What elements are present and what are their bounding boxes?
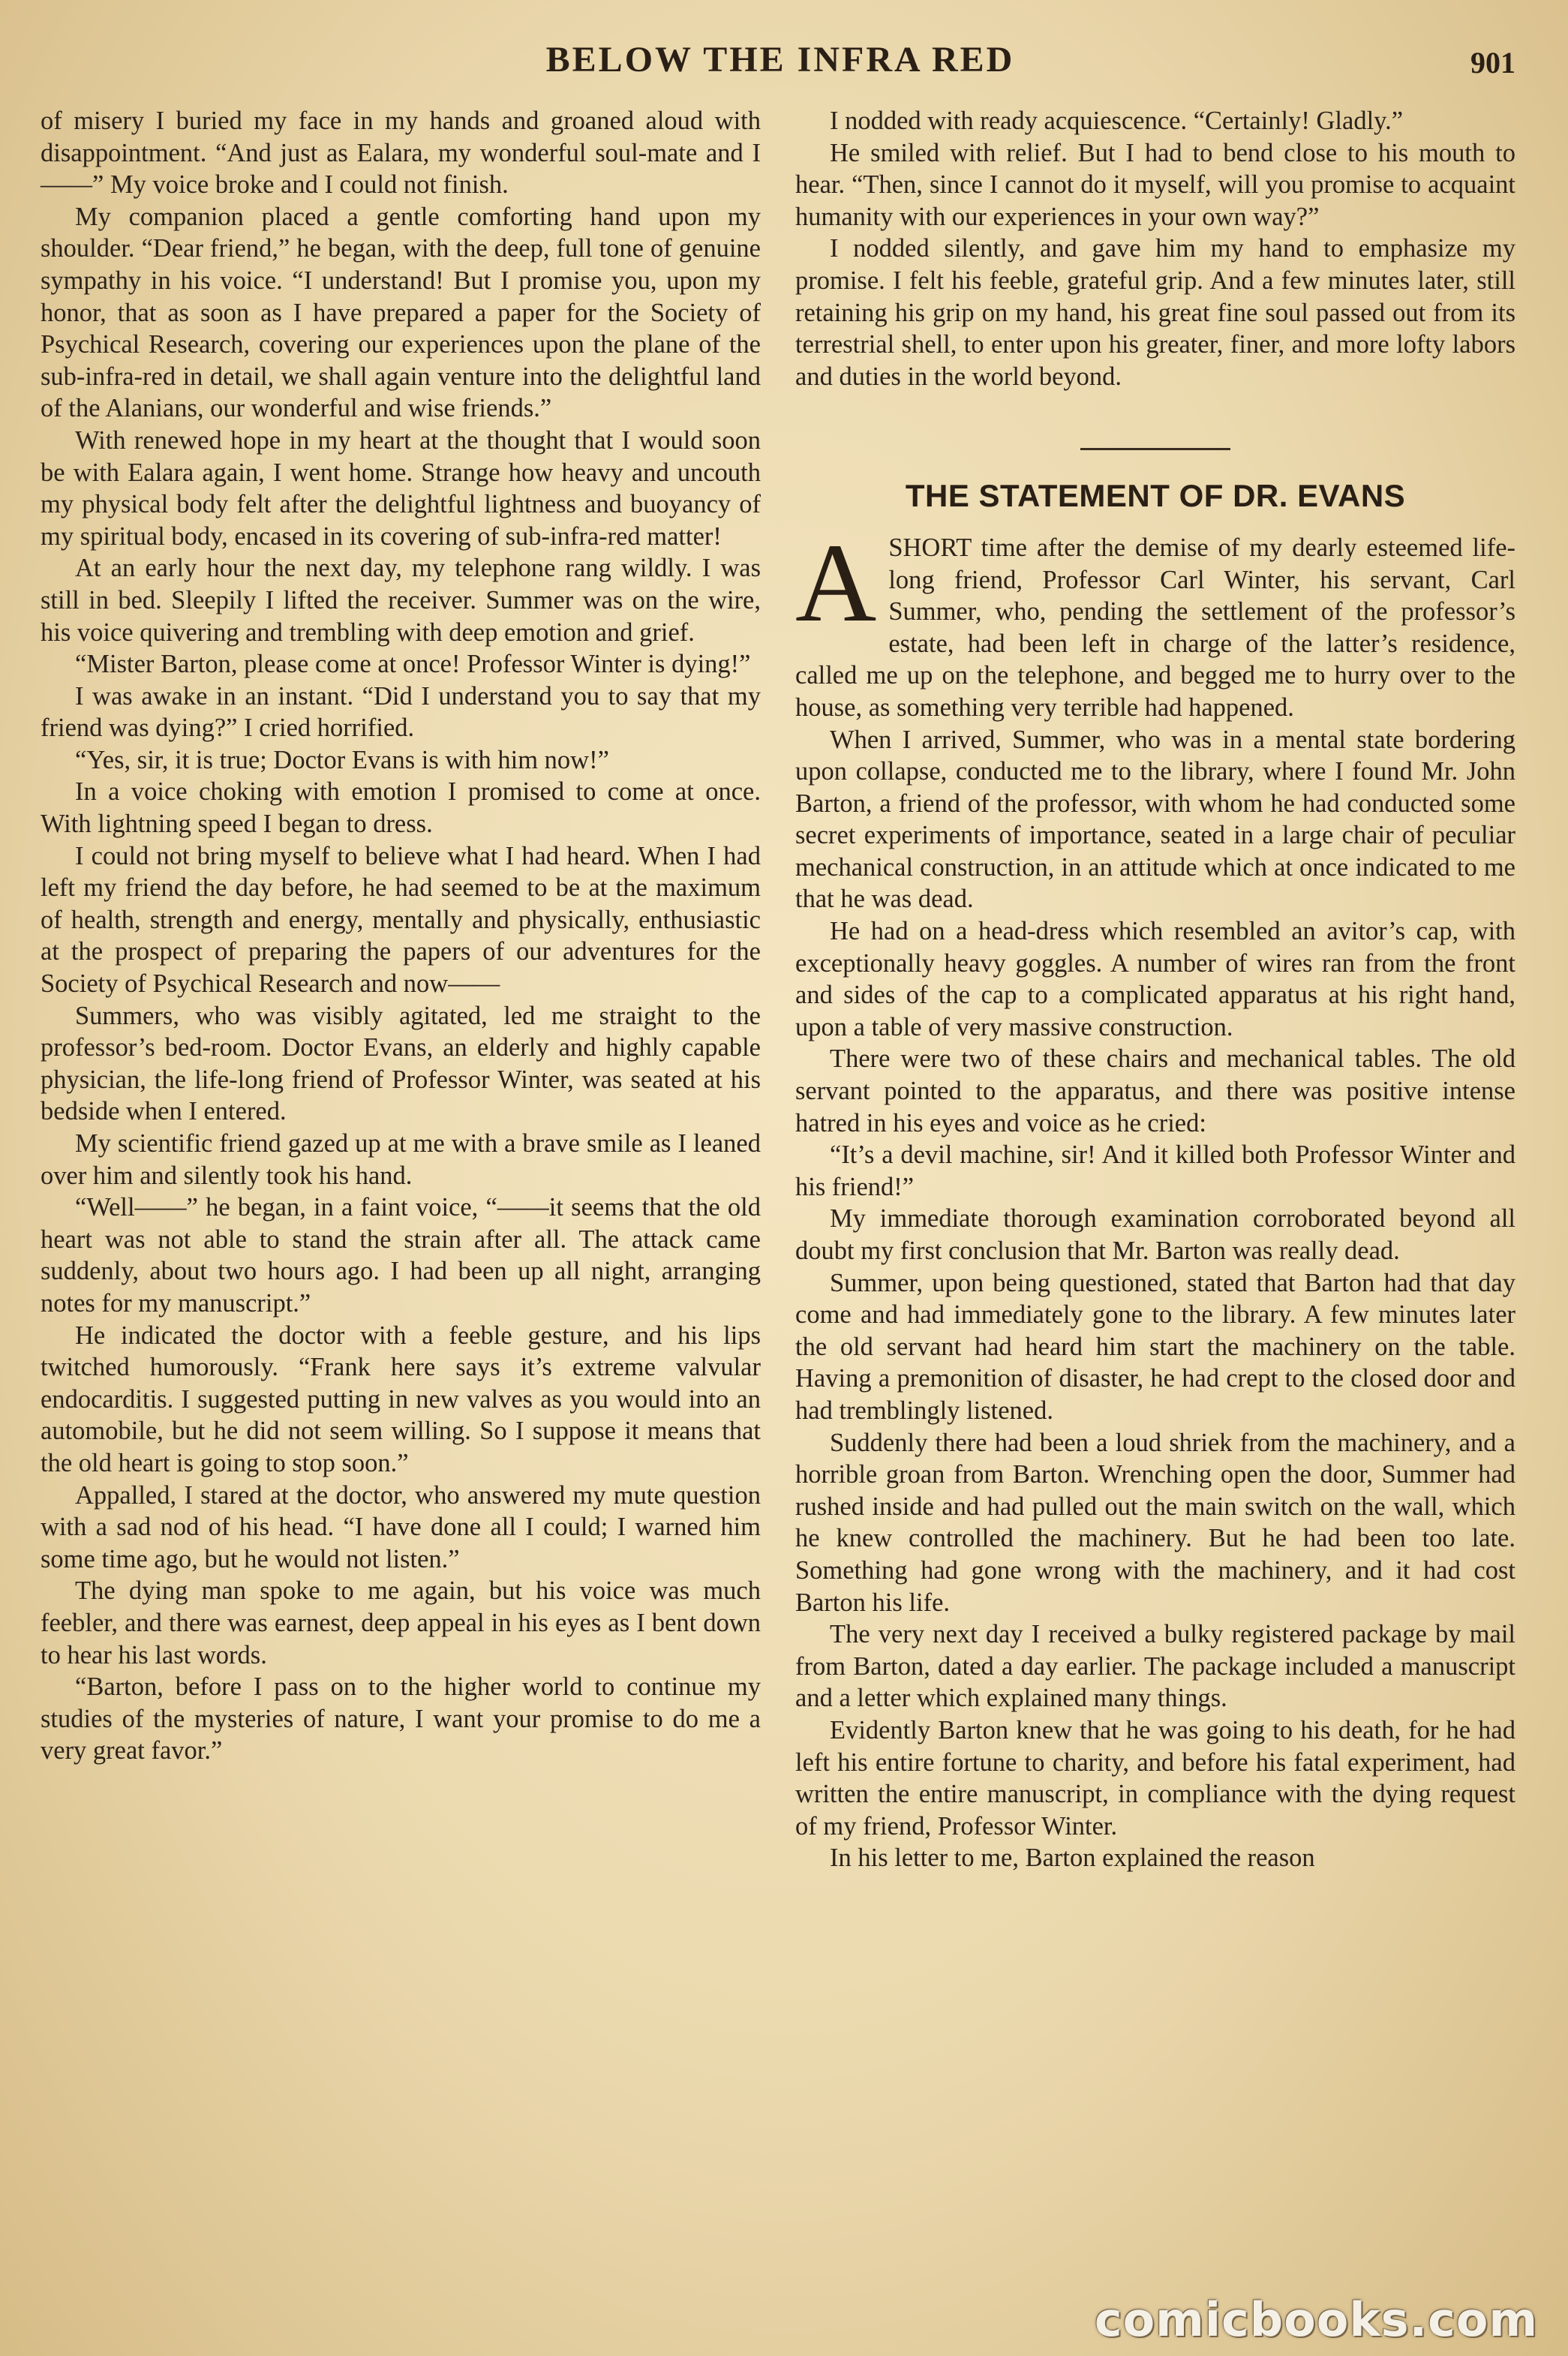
paragraph: “It’s a devil machine, sir! And it killed both Professor Winter and his friend!” [795, 1140, 1515, 1201]
page-header [0, 39, 1568, 99]
paragraph: Appalled, I stared at the doctor, who answered my mute question with a sad nod of his head. “I have done all I could; I warned him some time ago, but he would not listen.” [41, 1480, 761, 1573]
paragraph: My scientific friend gazed up at me with a brave smile as I leaned over him and silently took his hand. [41, 1129, 761, 1190]
paragraph: My companion placed a gentle comforting hand upon my shoulder. “Dear friend,” he began, with the deep, full tone of genuine sympathy in his voice. “I understand! But I promise you, upon my honor, that as soon as I have prepared a paper for the Society of Psychical Research, covering our experiences upon the plane of the sub-infra-red in detail, we shall again venture into the delightful land of the Alanians, our wonderful and wise friends.” [41, 202, 761, 423]
paragraph: There were two of these chairs and mechanical tables. The old servant pointed to the apparatus, and there was positive intense hatred in his eyes and voice as he cried: [795, 1044, 1515, 1137]
paragraph-text: SHORT time after the demise of my dearly esteemed life-long friend, Professor Carl Winter, his servant, Carl Summer, who, pending the settlement of the professor’s estate, had been left in charge of the latter’s residence, called me up on the telephone, and begged me to hurry over to the house, as something very terrible had happened. [795, 533, 1515, 722]
paragraph: I nodded silently, and gave him my hand to emphasize my promise. I felt his feeble, grateful grip. And a few minutes later, still retaining his grip on my hand, his great fine soul passed out from its terrestrial shell, to enter upon his greater, finer, and more lofty labors and duties in the world beyond. [795, 234, 1515, 391]
paragraph: The dying man spoke to me again, but his voice was much feebler, and there was earnest, deep appeal in his eyes as I bent down to hear his last words. [41, 1576, 761, 1669]
paragraph: “Mister Barton, please come at once! Professor Winter is dying!” [75, 650, 751, 679]
site-watermark: comicbooks.com [1094, 2292, 1538, 2347]
paragraph: My immediate thorough examination corroborated beyond all doubt my first conclusion that Mr. Barton was really dead. [795, 1204, 1515, 1265]
paragraph: He smiled with relief. But I had to bend close to his mouth to hear. “Then, since I cannot do it myself, will you promise to acquaint humanity with our experiences in your own way?” [795, 138, 1515, 231]
paragraph: of misery I buried my face in my hands and groaned aloud with disappointment. “And just as Ealara, my wonderful soul-mate and I——” My voice broke and I could not finish. [41, 107, 761, 200]
section-divider [1080, 448, 1230, 450]
paragraph: With renewed hope in my heart at the thought that I would soon be with Ealara again, I went home. Strange how heavy and uncouth my physical body felt after the delightful lightness and buoyancy of my spiritual body, encased in its covering of sub-infra-red matter! [41, 425, 761, 551]
section-heading: THE STATEMENT OF DR. EVANS [905, 478, 1406, 514]
paragraph: I was awake in an instant. “Did I understand you to say that my friend was dying?” I cried horrified. [41, 681, 761, 743]
paragraph: Summer, upon being questioned, stated that Barton had that day come and had immediately gone to the library. A few minutes later the old servant had heard him start the machinery on the table. Having a premonition of disaster, he had crept to the closed door and had tremblingly listened. [795, 1268, 1515, 1425]
paragraph: “Barton, before I pass on to the higher world to continue my studies of the mysteries of nature, I want your promise to do me a very great favor.” [41, 1672, 761, 1765]
drop-cap: A [795, 520, 877, 645]
paragraph: The very next day I received a bulky registered package by mail from Barton, dated a day earlier. The package included a manuscript and a letter which explained many things. [795, 1620, 1515, 1713]
paragraph: Suddenly there had been a loud shriek from the machinery, and a horrible groan from Barton. Wrenching open the door, Summer had rushed inside and had pulled out the main switch on the wall, which he knew controlled the machinery. But he had been too late. Something had gone wrong with the machinery, and it had cost Barton his life. [795, 1428, 1515, 1617]
right-column [795, 105, 1515, 1874]
paragraph: “Well——” he began, in a faint voice, “——it seems that the old heart was not able to stand the strain after all. The attack came suddenly, about two hours ago. I had been up all night, arranging notes for my manuscript.” [41, 1193, 761, 1318]
paragraph-with-drop-cap [795, 520, 1515, 724]
paragraph: In a voice choking with emotion I promised to come at once. With lightning speed I began to dress. [41, 777, 761, 839]
paragraph: Evidently Barton knew that he was going to his death, for he had left his entire fortune to charity, and before his fatal experiment, had written the entire manuscript, in compliance with the dying request of my friend, Professor Winter. [795, 1715, 1515, 1841]
page-number: 901 [1470, 46, 1515, 80]
paragraph: When I arrived, Summer, who was in a mental state bordering upon collapse, conducted me to the library, where I found Mr. John Barton, a friend of the professor, with whom he had conducted some secret experiments of importance, seated in a large chair of peculiar mechanical construction, in an attitude which at once indicated to me that he was dead. [795, 725, 1515, 914]
paragraph: “Yes, sir, it is true; Doctor Evans is with him now!” [75, 745, 609, 774]
paragraph: I nodded with ready acquiescence. “Certainly! Gladly.” [830, 107, 1404, 135]
running-title: BELOW THE INFRA RED [545, 40, 1015, 80]
paragraph: He indicated the doctor with a feeble gesture, and his lips twitched humorously. “Frank here says it’s extreme valvular endocarditis. I suggested putting in new valves as you would into an automobile, but he did not seem willing. So I suppose it means that the old heart is going to stop soon.” [41, 1321, 761, 1477]
paragraph: I could not bring myself to believe what I had heard. When I had left my friend the day before, he had seemed to be at the maximum of health, strength and energy, mentally and physically, enthusiastic at the prospect of preparing the papers of our adventures for the Society of Psychical Research and now—— [41, 841, 761, 999]
paragraph: In his letter to me, Barton explained the reason [830, 1844, 1315, 1873]
paragraph: He had on a head-dress which resembled an avitor’s cap, with exceptionally heavy goggles. A number of wires ran from the front and sides of the cap to a complicated apparatus at his right hand, upon a table of very massive construction. [795, 917, 1515, 1041]
paragraph: At an early hour the next day, my telephone rang wildly. I was still in bed. Sleepily I lifted the receiver. Summer was on the wire, his voice quivering and trembling with deep emotion and grief. [41, 554, 761, 647]
left-column [41, 105, 761, 1767]
paragraph: Summers, who was visibly agitated, led me straight to the professor’s bed-room. Doctor Evans, an elderly and highly capable physician, the life-long friend of Professor Winter, was seated at his bedside when I entered. [41, 1001, 761, 1126]
